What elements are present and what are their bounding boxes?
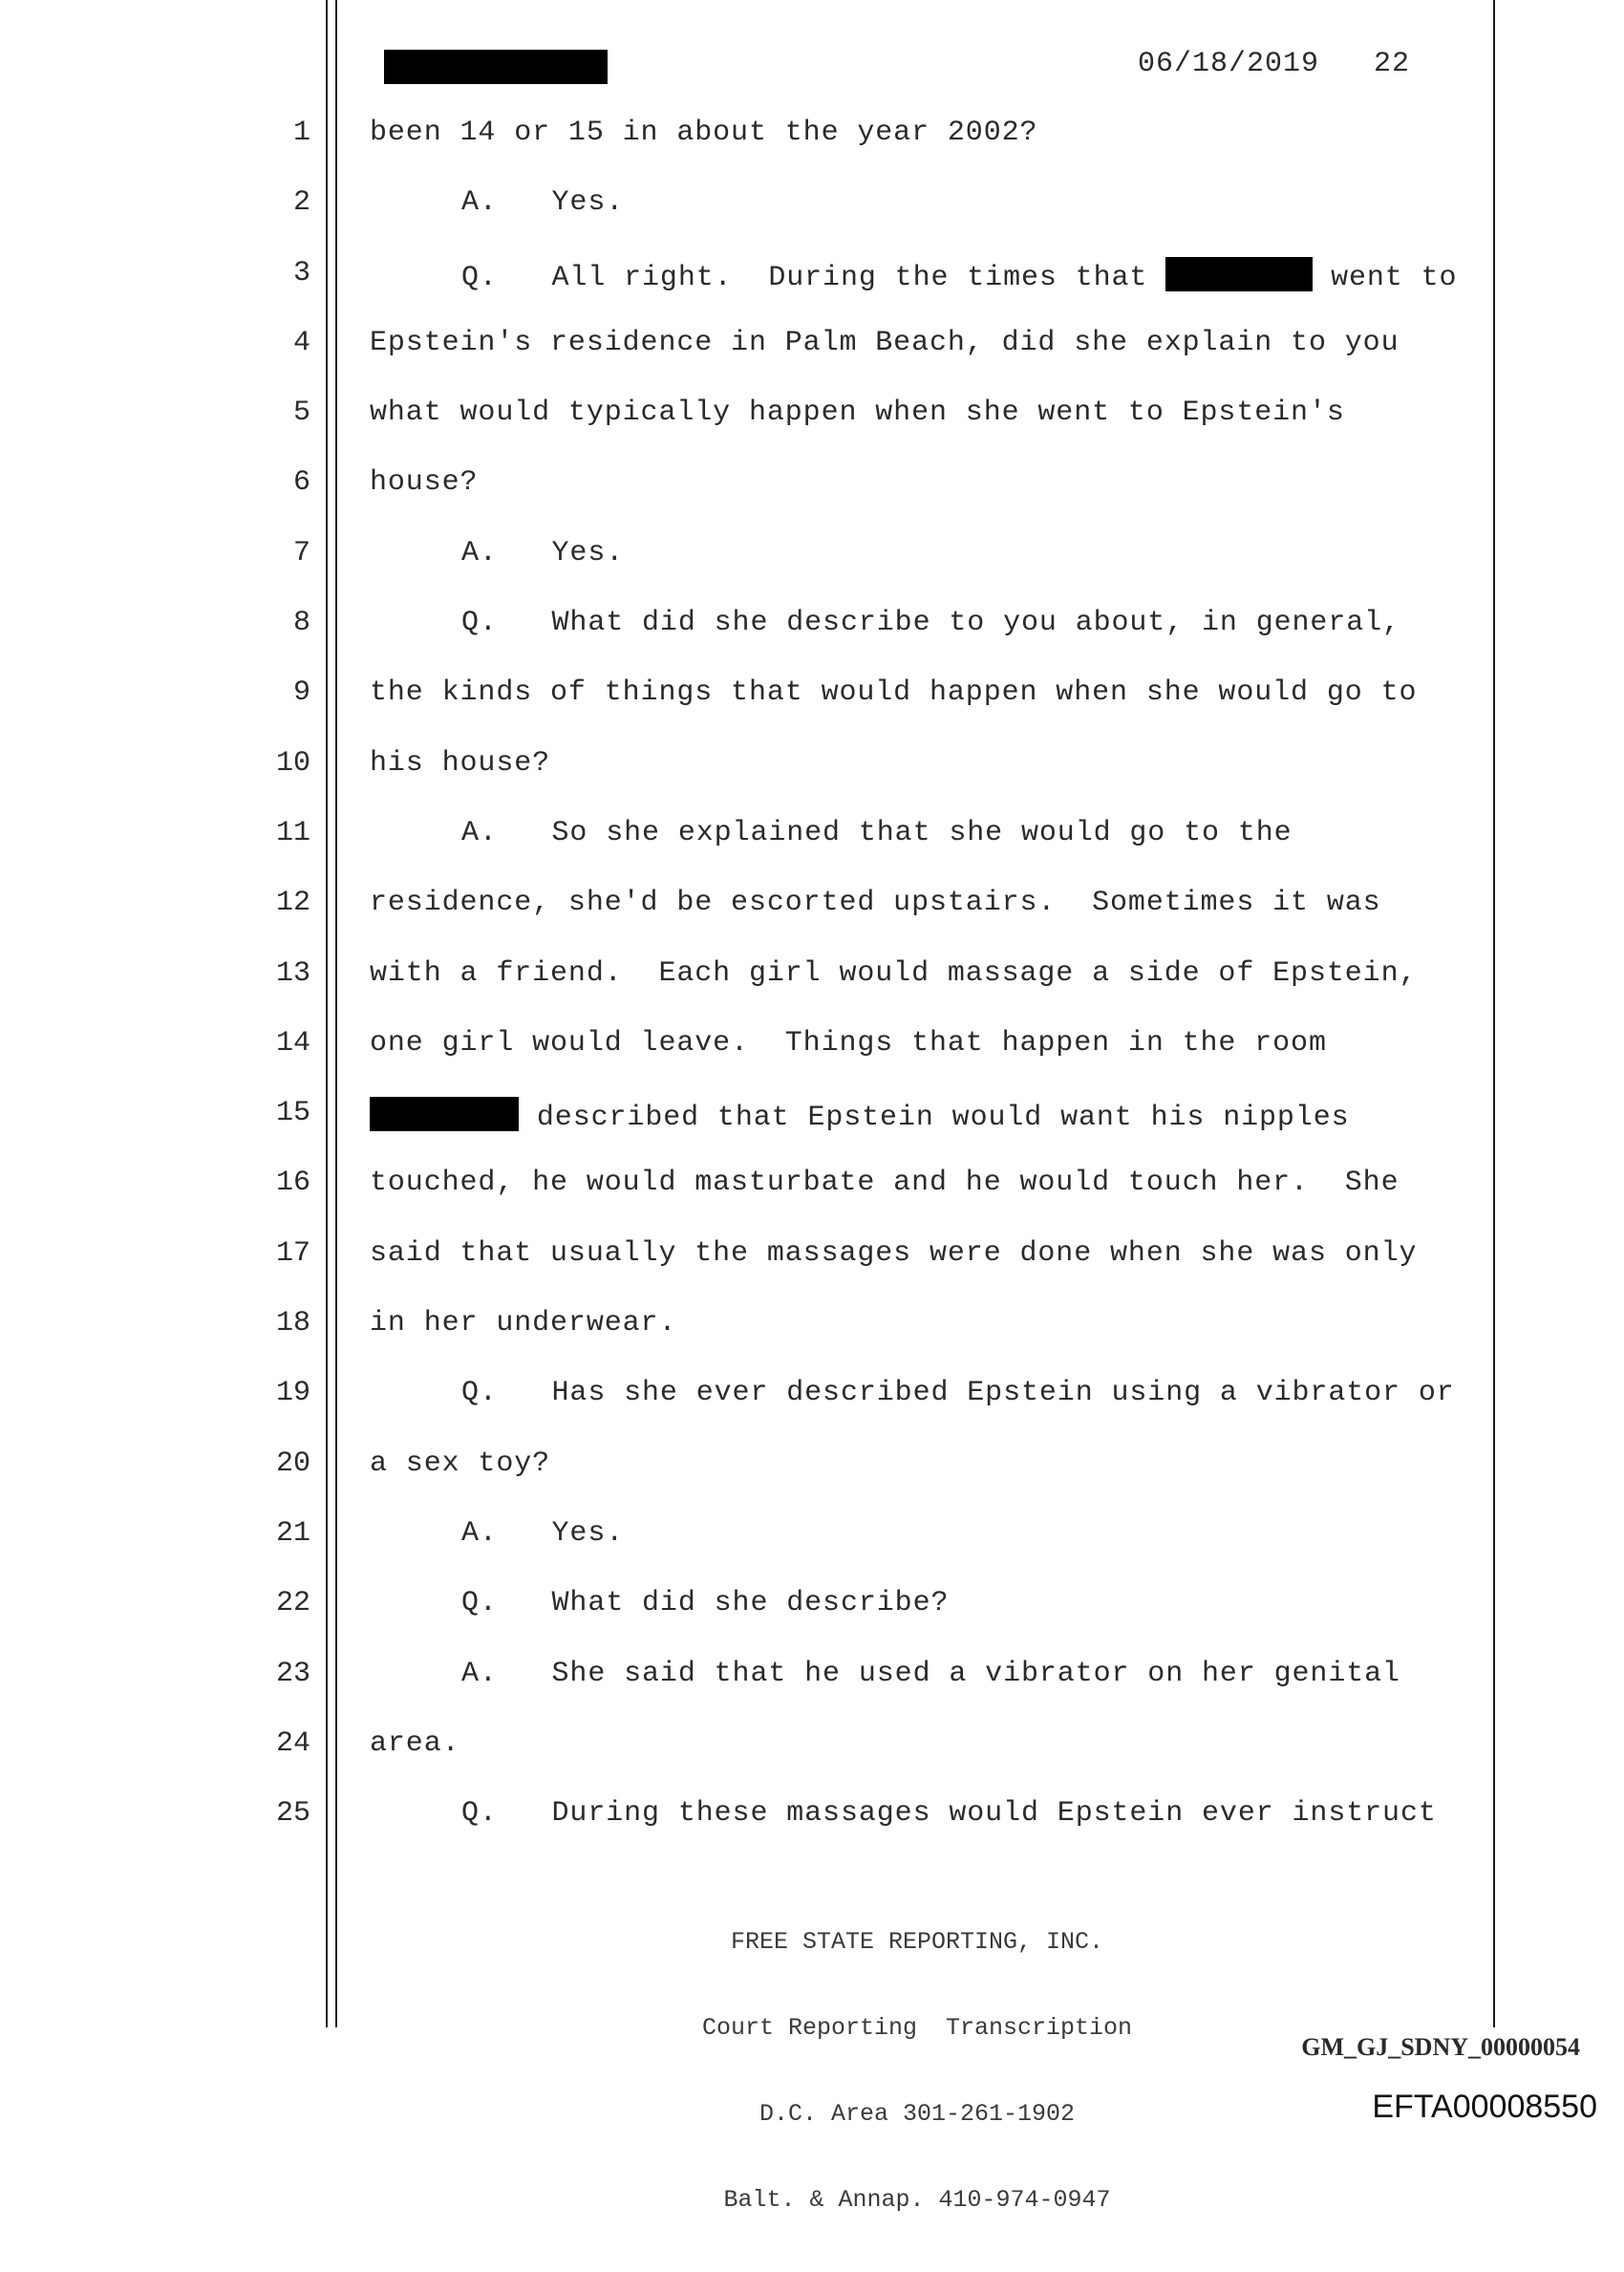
transcript-line (0, 393, 1624, 462)
transcript-line (0, 182, 1624, 252)
line-number: 11 (275, 816, 310, 849)
line-text: Q. What did she describe to you about, in general, (461, 607, 1400, 640)
footer-company: FREE STATE REPORTING, INC. (730, 1928, 1104, 1956)
page-header (382, 42, 1414, 88)
transcript-line (0, 743, 1624, 813)
header-date: 06/18/2019 (1137, 48, 1319, 80)
footer-services: Court Reporting Transcription (701, 2014, 1133, 2042)
line-number: 16 (275, 1167, 310, 1200)
line-text: Q. Has she ever described Epstein using a vibrator or (461, 1377, 1455, 1410)
line-text: said that usually the massages were done when she was only (370, 1236, 1418, 1270)
line-text: touched, he would masturbate and he would touch her. She (370, 1167, 1400, 1200)
line-text: A. She said that he used a vibrator on her genital (461, 1657, 1400, 1690)
transcript-line (0, 1373, 1624, 1443)
transcript-line (0, 1654, 1624, 1724)
transcript-line (0, 1513, 1624, 1583)
efta-number: EFTA00008550 (1372, 2089, 1597, 2125)
line-text: A. So she explained that she would go to the (461, 816, 1293, 849)
line-number: 20 (275, 1447, 310, 1480)
transcript-line (0, 113, 1624, 182)
transcript-line (0, 1023, 1624, 1093)
redaction-box (370, 1097, 519, 1131)
line-text: Q. During these massages would Epstein ever instruct (461, 1797, 1437, 1831)
transcript-line (0, 253, 1624, 323)
line-text: A. Yes. (461, 536, 625, 569)
line-text: in her underwear. (370, 1307, 677, 1340)
line-number: 14 (275, 1026, 310, 1060)
line-number: 9 (292, 676, 310, 710)
line-text: A. Yes. (461, 186, 625, 220)
transcript-line (0, 1093, 1624, 1163)
line-text: the kinds of things that would happen when she would go to (370, 676, 1418, 710)
line-number: 13 (275, 956, 310, 990)
transcript-line (0, 462, 1624, 532)
transcript-lines (0, 113, 1624, 1863)
transcript-line (0, 1163, 1624, 1232)
transcript-line (0, 533, 1624, 603)
transcript-line (0, 603, 1624, 673)
line-number: 8 (292, 607, 310, 640)
footer-dc-phone: D.C. Area 301-261-1902 (759, 2100, 1076, 2128)
transcript-line (0, 1724, 1624, 1793)
line-text: his house? (370, 746, 551, 780)
transcript-line (0, 1793, 1624, 1863)
line-number: 22 (275, 1587, 310, 1620)
line-number: 24 (275, 1726, 310, 1760)
bates-number: GM_GJ_SDNY_00000054 (1301, 2033, 1580, 2061)
line-number: 4 (292, 326, 310, 359)
line-number: 7 (292, 536, 310, 569)
line-text: house? (370, 466, 479, 500)
line-text: with a friend. Each girl would massage a side of Epstein, (370, 956, 1418, 990)
line-text (370, 1097, 1350, 1134)
transcript-line (0, 1444, 1624, 1513)
line-text: Epstein's residence in Palm Beach, did she explain to you (370, 326, 1400, 359)
line-text: A. Yes. (461, 1516, 625, 1550)
line-number: 23 (275, 1657, 310, 1690)
line-number: 6 (292, 466, 310, 500)
line-text: Q. What did she describe? (461, 1587, 950, 1620)
line-number: 21 (275, 1516, 310, 1550)
redaction-box (1165, 257, 1313, 291)
line-text: been 14 or 15 in about the year 2002? (370, 117, 1038, 149)
line-text: one girl would leave. Things that happen in the room (370, 1026, 1327, 1060)
line-number: 2 (292, 186, 310, 220)
line-text: what would typically happen when she went to Epstein's (370, 397, 1345, 430)
line-text (461, 257, 1457, 294)
line-text-before-redaction: Q. All right. During the times that (461, 261, 1166, 294)
header-date-page (1138, 48, 1410, 80)
transcript-line (0, 1583, 1624, 1653)
transcript-line (0, 673, 1624, 742)
line-number: 5 (292, 397, 310, 430)
redaction-box (384, 50, 608, 84)
transcript-line (0, 1303, 1624, 1373)
line-text: residence, she'd be escorted upstairs. Sometimes it was (370, 887, 1381, 920)
line-text: area. (370, 1726, 460, 1760)
transcript-line (0, 1233, 1624, 1303)
line-text-after-redaction: described that Epstein would want his nipples (519, 1102, 1350, 1135)
line-number: 12 (275, 887, 310, 920)
header-page-number: 22 (1373, 48, 1410, 80)
transcript-line (0, 883, 1624, 953)
line-number: 18 (275, 1307, 310, 1340)
line-number: 1 (292, 117, 310, 149)
transcript-line (0, 813, 1624, 883)
footer-balt-phone: Balt. & Annap. 410-974-0947 (723, 2186, 1111, 2214)
line-number: 3 (292, 256, 310, 289)
line-text: a sex toy? (370, 1447, 551, 1480)
line-number: 15 (275, 1097, 310, 1130)
transcript-line (0, 954, 1624, 1023)
line-number: 10 (275, 746, 310, 780)
line-text-after-redaction: went to (1313, 261, 1458, 294)
line-number: 19 (275, 1377, 310, 1410)
line-number: 17 (275, 1236, 310, 1270)
transcript-line (0, 323, 1624, 393)
line-number: 25 (275, 1797, 310, 1831)
